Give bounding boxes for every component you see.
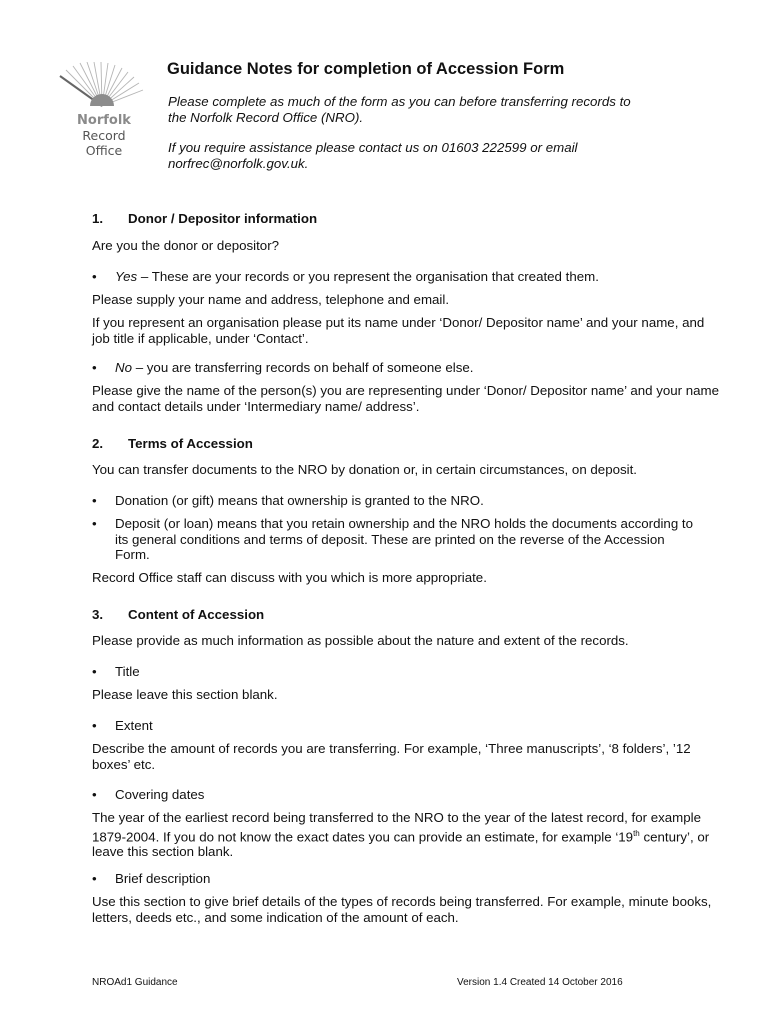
section-title: Donor / Depositor information — [128, 211, 318, 226]
title-bullet — [92, 664, 722, 680]
section-2-heading — [92, 436, 253, 451]
bullet-icon: • — [92, 493, 97, 508]
sunburst-logo-icon — [52, 62, 162, 114]
intro-line: norfrec@norfolk.gov.uk. — [168, 156, 309, 171]
extent-text: Describe the amount of records you are transferring. For example, ‘Three manuscripts’, ‘8 folders’, ’12 boxes’ etc. — [92, 741, 691, 772]
supply-details-text: Please supply your name and address, telephone and email. — [92, 292, 450, 307]
donation-bullet — [92, 493, 722, 509]
section-1-heading — [92, 211, 317, 226]
intro-line: Please complete as much of the form as you can before transferring records to — [168, 94, 631, 109]
bullet-icon: • — [92, 516, 97, 531]
section-number: 3. — [92, 607, 104, 622]
logo-record: Record — [82, 128, 126, 143]
logo-office: Office — [85, 143, 123, 158]
no-bullet — [92, 360, 722, 376]
dates-bullet — [92, 787, 722, 803]
description-label: Brief description — [115, 871, 211, 886]
content-intro-text: Please provide as much information as possible about the nature and extent of the records. — [92, 633, 629, 648]
no-text: – you are transferring records on behalf of someone else. — [132, 360, 474, 375]
norfolk-record-office-logo — [52, 62, 162, 162]
dates-text — [92, 810, 722, 860]
bullet-icon: • — [92, 718, 97, 733]
section-title: Content of Accession — [128, 607, 265, 622]
section-number: 1. — [92, 211, 104, 226]
section-3-heading — [92, 607, 264, 622]
yes-label: Yes — [115, 269, 138, 284]
section-title: Terms of Accession — [128, 436, 253, 451]
dates-text-b: century’, or leave this section blank. — [92, 828, 710, 860]
description-bullet — [92, 871, 722, 887]
bullet-icon: • — [92, 360, 97, 375]
extent-label: Extent — [115, 718, 153, 733]
extent-bullet — [92, 718, 722, 734]
transfer-text: You can transfer documents to the NRO by donation or, in certain circumstances, on deposit. — [92, 462, 637, 477]
bullet-icon: • — [92, 269, 97, 284]
staff-discuss-text: Record Office staff can discuss with you which is more appropriate. — [92, 570, 487, 585]
dates-label: Covering dates — [115, 787, 205, 802]
intro-paragraph-2 — [168, 140, 708, 172]
footer-version: Version 1.4 Created 14 October 2016 — [457, 977, 623, 988]
intermediary-text: Please give the name of the person(s) you are representing under ‘Donor/ Depositor name’ and your name and contact details under ‘Intermediary name/ address’. — [92, 383, 720, 414]
yes-text: – These are your records or you represent the organisation that created them. — [137, 269, 599, 284]
bullet-icon: • — [92, 664, 97, 679]
donation-text: Donation (or gift) means that ownership is granted to the NRO. — [115, 493, 484, 508]
logo-norfolk: Norfolk — [77, 113, 131, 128]
dates-superscript: th — [633, 828, 640, 838]
deposit-bullet — [92, 516, 722, 563]
organisation-text: If you represent an organisation please put its name under ‘Donor/ Depositor name’ and your name, and job title if applicable, under ‘Contact’. — [92, 315, 705, 346]
title-text: Please leave this section blank. — [92, 687, 278, 702]
page-title: Guidance Notes for completion of Accession Form — [167, 60, 565, 78]
bullet-icon: • — [92, 787, 97, 802]
intro-line: the Norfolk Record Office (NRO). — [168, 110, 364, 125]
donor-question: Are you the donor or depositor? — [92, 238, 280, 253]
intro-paragraph-1 — [168, 94, 708, 126]
deposit-text: Deposit (or loan) means that you retain ownership and the NRO holds the documents according to its general conditions and terms of deposit. These are printed on the reverse of the Accession Form. — [115, 516, 693, 562]
title-label: Title — [115, 664, 140, 679]
dates-text-a: The year of the earliest record being transferred to the NRO to the year of the latest record, for example 1879-2004. If you do not know the exact dates you can provide an estimate, for example ‘19 — [92, 810, 702, 844]
bullet-icon: • — [92, 871, 97, 886]
description-text: Use this section to give brief details of the types of records being transferred. For example, minute books, letters, deeds etc., and some indication of the amount of each. — [92, 894, 712, 925]
intro-line: If you require assistance please contact us on 01603 222599 or email — [168, 140, 578, 155]
yes-bullet — [92, 269, 722, 285]
footer-document-code: NROAd1 Guidance — [92, 977, 178, 988]
section-number: 2. — [92, 436, 104, 451]
no-label: No — [115, 360, 132, 375]
